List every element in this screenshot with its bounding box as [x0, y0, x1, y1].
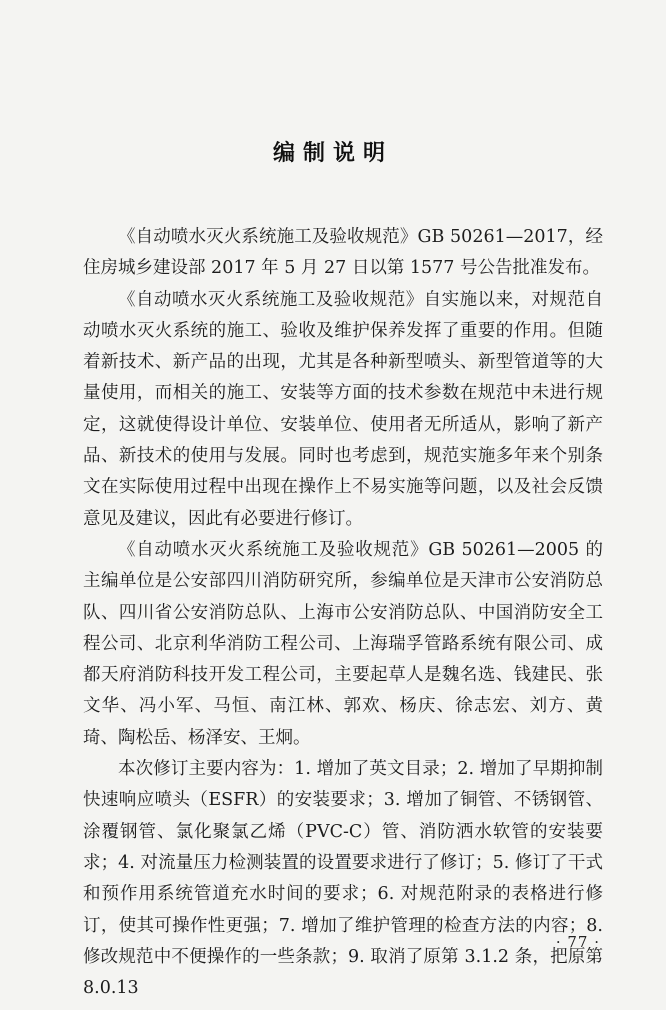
paragraph-3: 《自动喷水灭火系统施工及验收规范》GB 50261—2005 的主编单位是公安部四川消防研究所，参编单位是天津市公安消防总队、四川省公安消防总队、上海市公安消防总队、中国消防安全工程公司、北京利华消防工程公司、上海瑞孚管路系统有限公司、成都天府消防科技开发工程公司，主要起草人是魏名选、钱建民、张文华、冯小军、马恒、南江林、郭欢、杨庆、徐志宏、刘方、黄琦、陶松岳、杨泽安、王炯。 [83, 539, 603, 748]
page-title: 编制说明 [272, 141, 393, 166]
page-number: · 77 · [555, 933, 600, 951]
paragraph-2: 《自动喷水灭火系统施工及验收规范》自实施以来，对规范自动喷水灭火系统的施工、验收及维护保养发挥了重要的作用。但随着新技术、新产品的出现，尤其是各种新型喷头、新型管道等的大量使用，而相关的施工、安装等方面的技术参数在规范中未进行规定，这就使得设计单位、安装单位、使用者无所适从，影响了新产品、新技术的使用与发展。同时也考虑到，规范实施多年来个别条文在实际使用过程中出现在操作上不易实施等问题，以及社会反馈意见及建议，因此有必要进行修订。 [83, 289, 603, 529]
paragraph-1: 《自动喷水灭火系统施工及验收规范》GB 50261—2017，经住房城乡建设部 2017 年 5 月 27 日以第 1577 号公告批准发布。 [83, 227, 603, 279]
paragraph-4: 本次修订主要内容为：1. 增加了英文目录；2. 增加了早期抑制快速响应喷头（ESFR）的安装要求；3. 增加了铜管、不锈钢管、涂覆钢管、氯化聚氯乙烯（PVC-C）管、消防洒水软管的安装要求；4. 对流量压力检测装置的设置要求进行了修订；5. 修订了干式和预作用系统管道充水时间的要求；6. 对规范附录的表格进行修订，使其可操作性更强；7. 增加了维护管理的检查方法的内容；8. 修改规范中不便操作的一些条款；9. 取消了原第 3.1.2 条，把原第 8.0.13 [83, 759, 603, 999]
body-text [83, 222, 603, 1004]
